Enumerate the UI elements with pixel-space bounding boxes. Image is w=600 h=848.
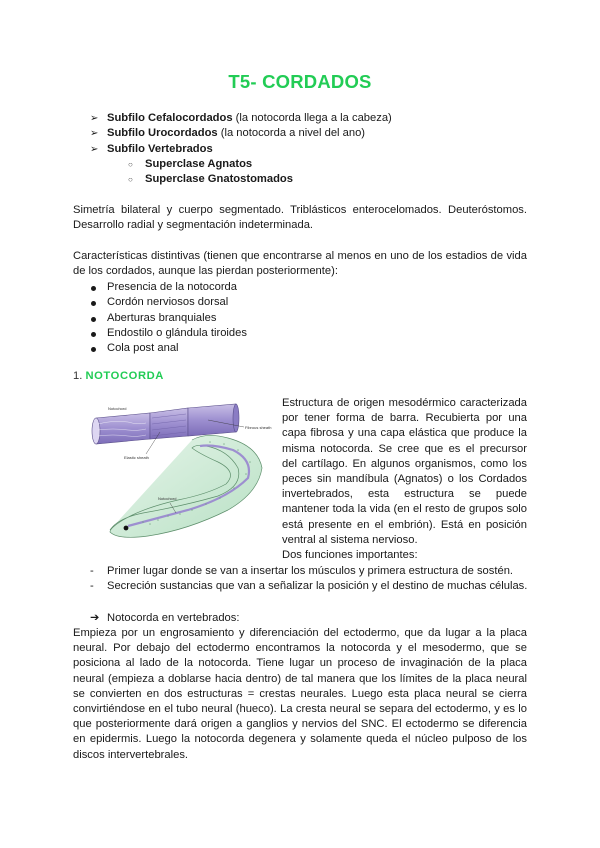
bullet-dot-icon — [91, 286, 96, 291]
functions-list — [73, 564, 527, 595]
characteristic-text: Presencia de la notocorda — [107, 281, 237, 293]
notocorda-description-text: Estructura de origen mesodérmico caracterizada por tener forma de barra. Recubierta por una capa fibrosa y una capa elástica que produce la misma notocorda. Se cree que es el precursor del cartílago. En algunos organismos, como los peces sin mandíbula (Agnatos) o los Cordados invertebrados, esta estructura se puede mantener toda la vida (en el resto de grupos solo está presente en el embrión). Está en posición ventral al sistema nervioso. — [282, 397, 527, 546]
vertebrados-heading-text: Notocorda en vertebrados: — [107, 612, 240, 624]
subfilo-item — [73, 111, 527, 126]
characteristic-item — [73, 295, 247, 310]
subfilo-note: (la notocorda a nivel del ano) — [217, 127, 366, 140]
characteristic-text: Endostilo o glándula tiroides — [107, 326, 247, 339]
superclase-item — [73, 172, 527, 187]
circle-bullet-icon: ○ — [128, 159, 133, 169]
dash-bullet-icon: - — [90, 580, 94, 593]
notochord-figure — [88, 398, 273, 548]
dash-bullet-icon: - — [90, 565, 94, 577]
characteristic-item — [73, 280, 247, 295]
arrowhead-bullet-icon: ➢ — [90, 128, 99, 140]
section-number: 1. — [73, 370, 83, 382]
characteristic-text: Aberturas branquiales — [107, 311, 217, 324]
figure-label: Elastic sheath — [124, 455, 149, 460]
subfilo-list — [73, 111, 527, 187]
circle-bullet-icon: ○ — [128, 175, 133, 185]
subfilo-item — [73, 126, 527, 141]
characteristics-intro: Características distintivas (tienen que encontrarse al menos en uno de los estadios de vida de los cordados, aunque las pierdan posteriormente): — [73, 250, 527, 278]
figure-label: Fibrous sheath — [245, 425, 272, 430]
characteristic-item — [73, 326, 247, 341]
vertebrados-heading — [90, 611, 239, 626]
bullet-dot-icon — [91, 301, 96, 306]
characteristic-text: Cola post anal — [107, 342, 179, 355]
characteristic-item — [73, 341, 247, 356]
superclase-item — [73, 157, 527, 172]
bullet-dot-icon — [91, 347, 96, 352]
superclase-name: Superclase Agnatos — [145, 157, 253, 170]
functions-intro: Dos funciones importantes: — [282, 549, 418, 562]
section-name: NOTOCORDA — [85, 370, 164, 382]
notochord-illustration — [88, 398, 273, 548]
bullet-dot-icon — [91, 332, 96, 337]
vertebrados-paragraph: Empieza por un engrosamiento y diferenciación del ectodermo, que da lugar a la placa neural. Por debajo del ectodermo encontramos la notocorda y el mesodermo, que se posiciona al lado de la notocorda. Tiene lugar un proceso de invaginación de la placa neural (empieza a doblarse hacia dentro) de tal manera que los límites de la placa neural se convierten en dos estructuras = crestas neurales. Luego esta placa neural se cierra convirtiéndose en el tubo neural (hueco). La cresta neural se separa del ectodermo, y es lo que posteriormente dará origen a ganglios y nervios del SNC. El ectodermo se diferencia en epidermis. Luego la notocorda degenera y solamente queda el núcleo pulposo de los discos intervertebrales. — [73, 627, 527, 761]
subfilo-note: (la notocorda llega a la cabeza) — [232, 112, 392, 124]
subfilo-item — [73, 142, 527, 157]
function-item — [73, 579, 527, 594]
function-item — [73, 564, 527, 579]
page-title: T5- CORDADOS — [228, 71, 372, 92]
subfilo-name: Subfilo Cefalocordados — [107, 112, 233, 124]
section-heading-notocorda — [73, 369, 164, 384]
arrow-right-icon: ➔ — [90, 612, 100, 624]
function-text: Primer lugar donde se van a insertar los músculos y primera estructura de sostén. — [107, 565, 514, 577]
characteristic-text: Cordón nerviosos dorsal — [107, 296, 229, 309]
figure-label: Notochord — [158, 496, 177, 501]
notocorda-description — [282, 396, 527, 563]
arrowhead-bullet-icon: ➢ — [90, 143, 99, 155]
subfilo-name: Subfilo Vertebrados — [107, 142, 213, 155]
figure-label: Notochord — [108, 406, 127, 411]
bullet-dot-icon — [91, 317, 96, 322]
characteristics-list — [73, 280, 247, 356]
subfilo-name: Subfilo Urocordados — [107, 127, 218, 140]
function-text: Secreción sustancias que van a señalizar la posición y el destino de muchas células. — [107, 580, 528, 593]
characteristic-item — [73, 311, 247, 326]
superclase-name: Superclase Gnatostomados — [145, 173, 293, 186]
arrowhead-bullet-icon: ➢ — [90, 113, 99, 124]
intro-paragraph: Simetría bilateral y cuerpo segmentado. Triblásticos enterocelomados. Deuteróstomos. Desarrollo radial y segmentación indeterminada. — [73, 204, 527, 232]
jawless-fish-drawing — [110, 435, 262, 537]
